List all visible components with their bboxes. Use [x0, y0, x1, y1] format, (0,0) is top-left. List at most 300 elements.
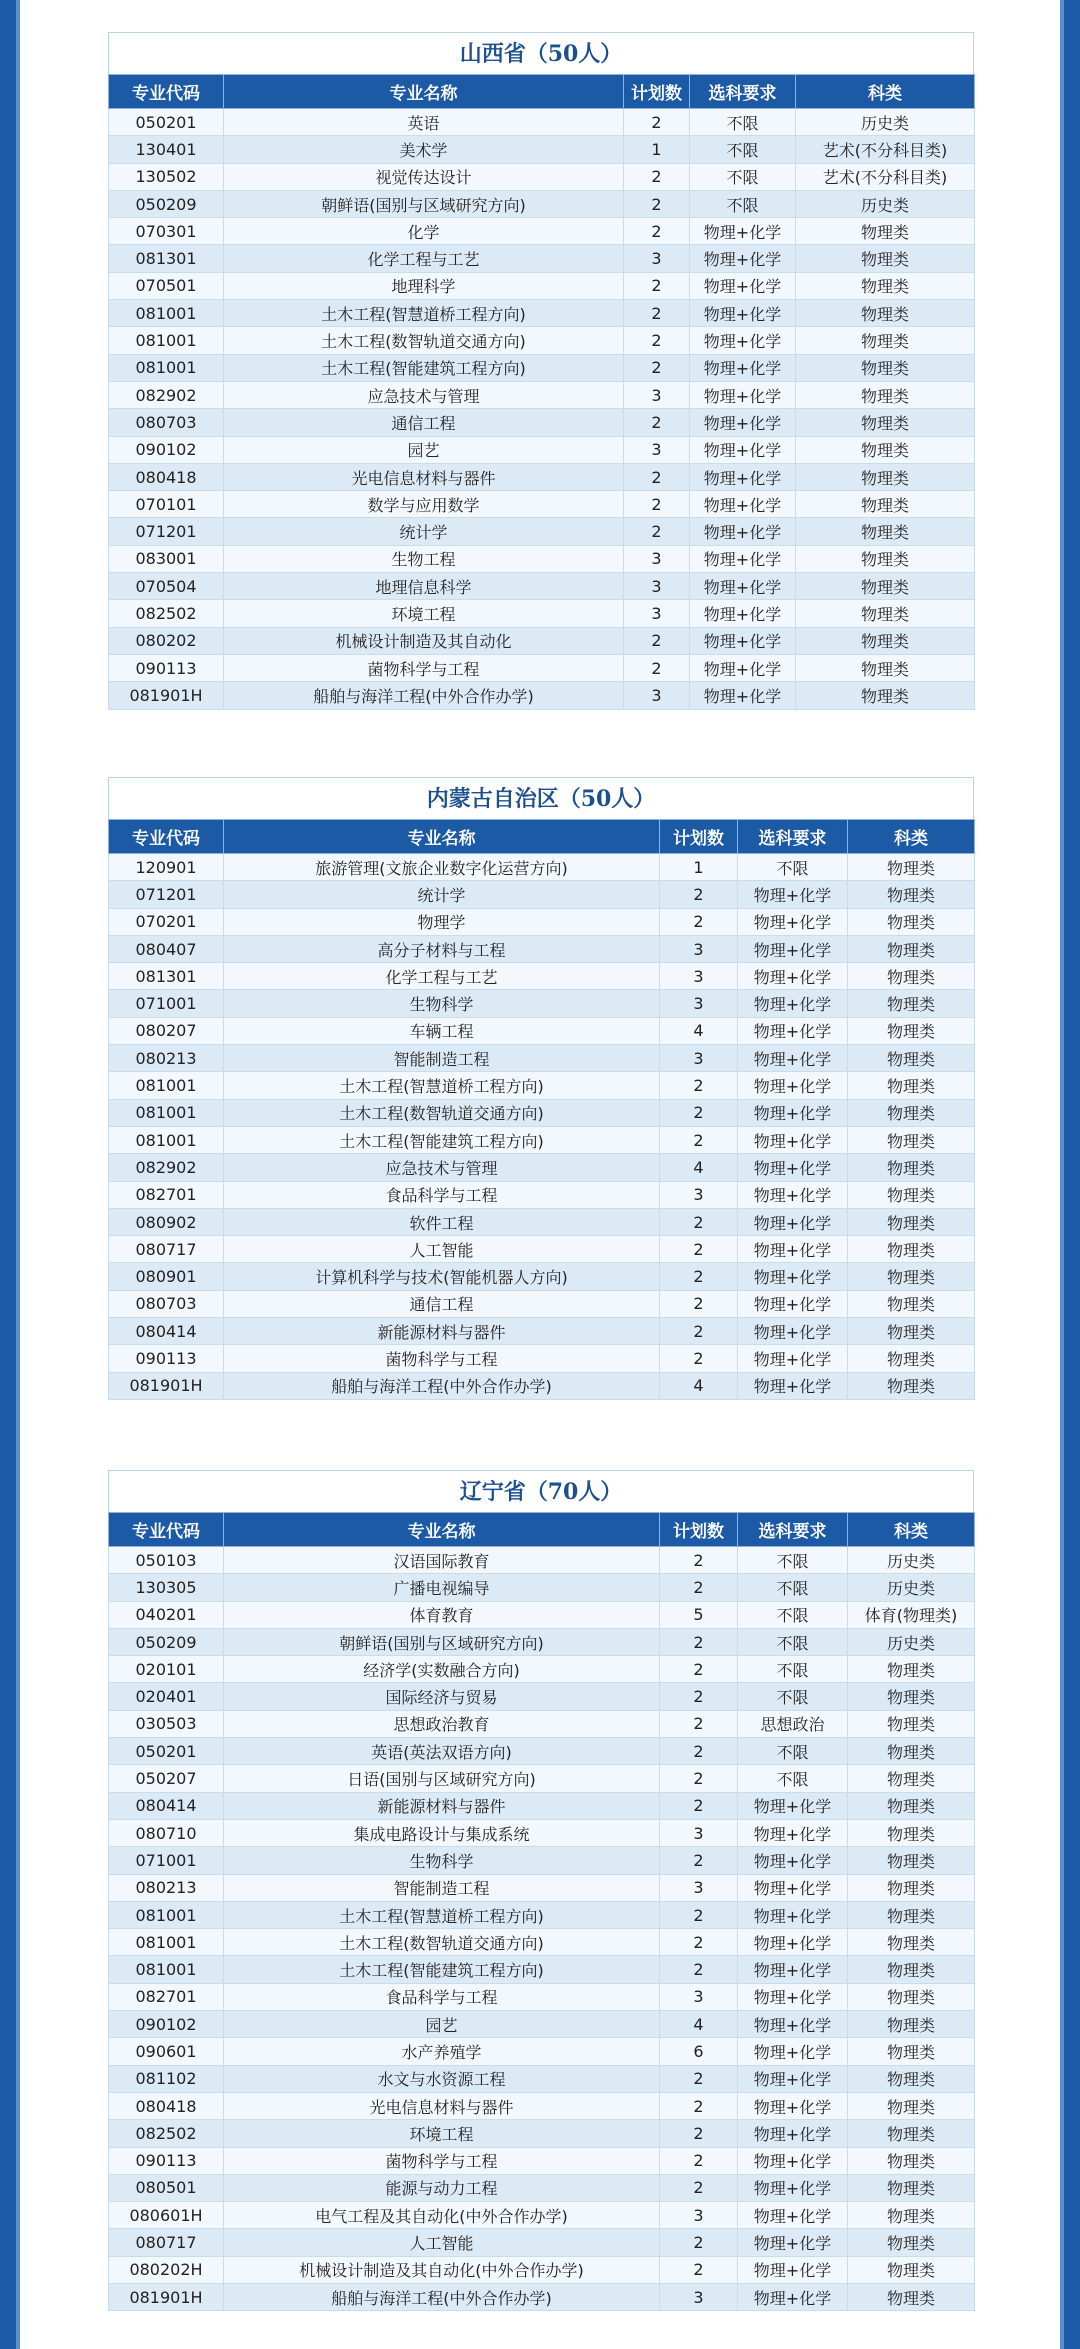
cell-plan: 2	[660, 1792, 738, 1819]
cell-plan: 2	[624, 491, 690, 518]
cell-plan: 2	[624, 654, 690, 681]
table-row	[109, 190, 975, 217]
cell-requirement: 物理+化学	[738, 1372, 848, 1399]
cell-code: 080213	[109, 1874, 224, 1901]
cell-plan: 3	[660, 2284, 738, 2311]
cell-code: 080717	[109, 2229, 224, 2256]
cell-category: 物理类	[848, 2284, 975, 2311]
cell-category: 物理类	[848, 2174, 975, 2201]
cell-code: 081901H	[109, 1372, 224, 1399]
cell-category: 物理类	[848, 2147, 975, 2174]
cell-plan: 4	[660, 1017, 738, 1044]
cell-plan: 2	[660, 1236, 738, 1263]
cell-requirement: 物理+化学	[690, 654, 796, 681]
cell-requirement: 物理+化学	[738, 963, 848, 990]
table-header-row	[109, 75, 975, 109]
cell-code: 081301	[109, 963, 224, 990]
cell-plan: 3	[660, 1874, 738, 1901]
cell-name: 应急技术与管理	[224, 1154, 660, 1181]
cell-plan: 2	[624, 463, 690, 490]
table-row	[109, 1601, 975, 1628]
cell-code: 020401	[109, 1683, 224, 1710]
cell-name: 电气工程及其自动化(中外合作办学)	[224, 2202, 660, 2229]
cell-code: 082701	[109, 1983, 224, 2010]
cell-category: 物理类	[848, 1874, 975, 1901]
cell-requirement: 不限	[738, 1683, 848, 1710]
table-row	[109, 1656, 975, 1683]
cell-name: 生物科学	[224, 990, 660, 1017]
table-row	[109, 272, 975, 299]
cell-code: 050201	[109, 109, 224, 136]
table-row	[109, 1547, 975, 1574]
table-row	[109, 136, 975, 163]
cell-plan: 2	[660, 2120, 738, 2147]
table-row	[109, 1901, 975, 1928]
cell-plan: 6	[660, 2038, 738, 2065]
cell-name: 土木工程(智慧道桥工程方向)	[224, 1901, 660, 1928]
cell-requirement: 物理+化学	[738, 1792, 848, 1819]
cell-code: 081001	[109, 1072, 224, 1099]
cell-plan: 2	[660, 908, 738, 935]
table-row	[109, 908, 975, 935]
cell-requirement: 物理+化学	[738, 908, 848, 935]
cell-code: 080202	[109, 627, 224, 654]
cell-requirement: 物理+化学	[738, 1263, 848, 1290]
cell-requirement: 不限	[738, 1656, 848, 1683]
cell-name: 菌物科学与工程	[224, 1345, 660, 1372]
cell-plan: 2	[624, 518, 690, 545]
cell-requirement: 物理+化学	[738, 1045, 848, 1072]
cell-name: 通信工程	[224, 1290, 660, 1317]
cell-plan: 2	[660, 1656, 738, 1683]
table-row	[109, 1765, 975, 1792]
table-row	[109, 1574, 975, 1601]
cell-code: 081102	[109, 2065, 224, 2092]
cell-requirement: 不限	[738, 1547, 848, 1574]
cell-category: 物理类	[796, 272, 975, 299]
cell-category: 物理类	[848, 1017, 975, 1044]
cell-name: 经济学(实数融合方向)	[224, 1656, 660, 1683]
cell-plan: 1	[624, 136, 690, 163]
cell-name: 化学工程与工艺	[224, 245, 624, 272]
cell-category: 物理类	[848, 1072, 975, 1099]
header-category: 科类	[848, 820, 975, 854]
cell-plan: 2	[660, 1099, 738, 1126]
cell-name: 视觉传达设计	[224, 163, 624, 190]
cell-category: 历史类	[796, 190, 975, 217]
cell-code: 050209	[109, 190, 224, 217]
cell-name: 计算机科学与技术(智能机器人方向)	[224, 1263, 660, 1290]
table-row	[109, 1929, 975, 1956]
cell-requirement: 物理+化学	[690, 491, 796, 518]
cell-plan: 2	[660, 2092, 738, 2119]
cell-requirement: 物理+化学	[690, 218, 796, 245]
cell-plan: 3	[624, 573, 690, 600]
cell-name: 旅游管理(文旅企业数字化运营方向)	[224, 854, 660, 881]
cell-plan: 2	[660, 1345, 738, 1372]
cell-code: 080202H	[109, 2256, 224, 2283]
table-row	[109, 881, 975, 908]
cell-requirement: 物理+化学	[738, 2038, 848, 2065]
cell-requirement: 物理+化学	[738, 1126, 848, 1153]
cell-name: 新能源材料与器件	[224, 1792, 660, 1819]
cell-name: 光电信息材料与器件	[224, 463, 624, 490]
table-row	[109, 1683, 975, 1710]
table-row	[109, 1792, 975, 1819]
cell-name: 体育教育	[224, 1601, 660, 1628]
cell-name: 土木工程(智慧道桥工程方向)	[224, 300, 624, 327]
cell-code: 080601H	[109, 2202, 224, 2229]
cell-name: 船舶与海洋工程(中外合作办学)	[224, 1372, 660, 1399]
cell-name: 能源与动力工程	[224, 2174, 660, 2201]
cell-name: 汉语国际教育	[224, 1547, 660, 1574]
cell-requirement: 不限	[738, 1574, 848, 1601]
cell-code: 081901H	[109, 2284, 224, 2311]
cell-category: 物理类	[848, 1181, 975, 1208]
table-row	[109, 682, 975, 709]
cell-code: 120901	[109, 854, 224, 881]
header-name: 专业名称	[224, 75, 624, 109]
table-row	[109, 381, 975, 408]
cell-category: 物理类	[796, 682, 975, 709]
cell-category: 物理类	[848, 2011, 975, 2038]
cell-requirement: 不限	[738, 854, 848, 881]
cell-name: 水文与水资源工程	[224, 2065, 660, 2092]
table-row	[109, 2256, 975, 2283]
cell-category: 物理类	[848, 1738, 975, 1765]
cell-requirement: 物理+化学	[738, 2092, 848, 2119]
cell-requirement: 物理+化学	[738, 2256, 848, 2283]
cell-requirement: 物理+化学	[738, 1236, 848, 1263]
cell-plan: 2	[660, 1126, 738, 1153]
cell-code: 050201	[109, 1738, 224, 1765]
header-code: 专业代码	[109, 820, 224, 854]
cell-code: 071001	[109, 1847, 224, 1874]
cell-code: 070201	[109, 908, 224, 935]
cell-plan: 3	[624, 600, 690, 627]
cell-plan: 2	[660, 881, 738, 908]
cell-requirement: 物理+化学	[690, 272, 796, 299]
cell-category: 物理类	[848, 2120, 975, 2147]
cell-category: 物理类	[848, 1126, 975, 1153]
table-row	[109, 1017, 975, 1044]
cell-name: 船舶与海洋工程(中外合作办学)	[224, 2284, 660, 2311]
cell-requirement: 物理+化学	[738, 1154, 848, 1181]
cell-plan: 2	[624, 190, 690, 217]
section-title: 内蒙古自治区（50人）	[108, 777, 974, 819]
cell-requirement: 物理+化学	[690, 409, 796, 436]
cell-category: 物理类	[848, 1901, 975, 1928]
cell-category: 物理类	[796, 381, 975, 408]
cell-plan: 2	[660, 1263, 738, 1290]
cell-category: 物理类	[796, 300, 975, 327]
cell-requirement: 物理+化学	[690, 518, 796, 545]
cell-name: 生物科学	[224, 1847, 660, 1874]
cell-plan: 2	[660, 2174, 738, 2201]
cell-name: 食品科学与工程	[224, 1983, 660, 2010]
cell-category: 物理类	[796, 245, 975, 272]
cell-requirement: 物理+化学	[738, 2202, 848, 2229]
cell-code: 080710	[109, 1819, 224, 1846]
cell-requirement: 不限	[738, 1628, 848, 1655]
cell-code: 030503	[109, 1710, 224, 1737]
table-row	[109, 1236, 975, 1263]
cell-plan: 2	[624, 354, 690, 381]
cell-name: 水产养殖学	[224, 2038, 660, 2065]
cell-plan: 2	[660, 1072, 738, 1099]
cell-requirement: 物理+化学	[690, 682, 796, 709]
cell-category: 物理类	[796, 218, 975, 245]
cell-plan: 2	[624, 272, 690, 299]
table-header-row	[109, 1513, 975, 1547]
table-row	[109, 1983, 975, 2010]
cell-requirement: 物理+化学	[690, 545, 796, 572]
table-row	[109, 600, 975, 627]
cell-plan: 2	[660, 1847, 738, 1874]
cell-category: 物理类	[796, 463, 975, 490]
table-row	[109, 1208, 975, 1235]
cell-code: 082502	[109, 2120, 224, 2147]
cell-plan: 3	[660, 1045, 738, 1072]
cell-category: 物理类	[796, 436, 975, 463]
table-row	[109, 245, 975, 272]
cell-code: 090102	[109, 436, 224, 463]
table-row	[109, 2011, 975, 2038]
table-row	[109, 327, 975, 354]
cell-name: 园艺	[224, 436, 624, 463]
cell-code: 080717	[109, 1236, 224, 1263]
table-header-row	[109, 820, 975, 854]
table-row	[109, 573, 975, 600]
cell-requirement: 物理+化学	[738, 1181, 848, 1208]
table-row	[109, 109, 975, 136]
cell-code: 040201	[109, 1601, 224, 1628]
cell-plan: 3	[624, 381, 690, 408]
cell-plan: 3	[624, 682, 690, 709]
cell-name: 环境工程	[224, 2120, 660, 2147]
header-code: 专业代码	[109, 1513, 224, 1547]
section-liaoning	[108, 1470, 974, 2311]
cell-code: 090113	[109, 2147, 224, 2174]
cell-plan: 2	[660, 1574, 738, 1601]
cell-name: 高分子材料与工程	[224, 935, 660, 962]
table-row	[109, 300, 975, 327]
cell-plan: 2	[660, 1929, 738, 1956]
table-row	[109, 1372, 975, 1399]
cell-name: 美术学	[224, 136, 624, 163]
cell-category: 物理类	[848, 1236, 975, 1263]
cell-code: 080414	[109, 1318, 224, 1345]
cell-name: 数学与应用数学	[224, 491, 624, 518]
cell-plan: 2	[660, 2229, 738, 2256]
cell-name: 菌物科学与工程	[224, 2147, 660, 2174]
table-row	[109, 2174, 975, 2201]
cell-code: 080414	[109, 1792, 224, 1819]
cell-code: 070501	[109, 272, 224, 299]
cell-code: 080418	[109, 2092, 224, 2119]
enrollment-table	[108, 1512, 975, 2311]
right-frame-border	[1060, 0, 1080, 2349]
cell-requirement: 物理+化学	[690, 300, 796, 327]
cell-name: 新能源材料与器件	[224, 1318, 660, 1345]
cell-requirement: 物理+化学	[690, 245, 796, 272]
table-row	[109, 545, 975, 572]
cell-plan: 1	[660, 854, 738, 881]
cell-name: 地理科学	[224, 272, 624, 299]
cell-requirement: 物理+化学	[738, 1929, 848, 1956]
cell-category: 物理类	[848, 1819, 975, 1846]
cell-code: 082502	[109, 600, 224, 627]
section-title: 辽宁省（70人）	[108, 1470, 974, 1512]
cell-code: 081001	[109, 1099, 224, 1126]
cell-name: 食品科学与工程	[224, 1181, 660, 1208]
table-row	[109, 1956, 975, 1983]
cell-name: 机械设计制造及其自动化	[224, 627, 624, 654]
cell-plan: 2	[624, 163, 690, 190]
cell-name: 朝鲜语(国别与区域研究方向)	[224, 190, 624, 217]
cell-plan: 3	[624, 545, 690, 572]
cell-code: 082902	[109, 381, 224, 408]
cell-requirement: 物理+化学	[738, 2147, 848, 2174]
cell-category: 物理类	[848, 990, 975, 1017]
cell-category: 历史类	[848, 1574, 975, 1601]
cell-code: 081901H	[109, 682, 224, 709]
cell-category: 物理类	[848, 2092, 975, 2119]
cell-category: 物理类	[796, 654, 975, 681]
cell-name: 土木工程(数智轨道交通方向)	[224, 327, 624, 354]
cell-code: 080213	[109, 1045, 224, 1072]
cell-requirement: 不限	[690, 136, 796, 163]
table-row	[109, 1126, 975, 1153]
cell-name: 思想政治教育	[224, 1710, 660, 1737]
table-row	[109, 1628, 975, 1655]
cell-name: 船舶与海洋工程(中外合作办学)	[224, 682, 624, 709]
cell-category: 艺术(不分科目类)	[796, 136, 975, 163]
cell-category: 物理类	[848, 2256, 975, 2283]
table-row	[109, 354, 975, 381]
cell-name: 朝鲜语(国别与区域研究方向)	[224, 1628, 660, 1655]
cell-category: 物理类	[848, 1208, 975, 1235]
cell-plan: 2	[660, 1683, 738, 1710]
table-row	[109, 2120, 975, 2147]
cell-code: 080703	[109, 1290, 224, 1317]
cell-name: 智能制造工程	[224, 1874, 660, 1901]
cell-category: 物理类	[848, 1345, 975, 1372]
cell-category: 物理类	[848, 2229, 975, 2256]
table-row	[109, 654, 975, 681]
cell-name: 土木工程(智能建筑工程方向)	[224, 1956, 660, 1983]
cell-plan: 3	[660, 935, 738, 962]
cell-requirement: 物理+化学	[738, 935, 848, 962]
cell-name: 土木工程(智慧道桥工程方向)	[224, 1072, 660, 1099]
table-row	[109, 2065, 975, 2092]
table-row	[109, 409, 975, 436]
table-row	[109, 491, 975, 518]
cell-code: 080418	[109, 463, 224, 490]
cell-code: 081001	[109, 1956, 224, 1983]
cell-category: 物理类	[848, 1372, 975, 1399]
cell-plan: 2	[660, 1290, 738, 1317]
table-row	[109, 2092, 975, 2119]
enrollment-table	[108, 74, 975, 710]
cell-code: 083001	[109, 545, 224, 572]
table-row	[109, 1099, 975, 1126]
cell-code: 050207	[109, 1765, 224, 1792]
cell-plan: 2	[660, 2065, 738, 2092]
table-row	[109, 1847, 975, 1874]
cell-requirement: 不限	[738, 1738, 848, 1765]
table-row	[109, 1263, 975, 1290]
cell-code: 070504	[109, 573, 224, 600]
cell-code: 082902	[109, 1154, 224, 1181]
header-requirement: 选科要求	[738, 1513, 848, 1547]
cell-category: 物理类	[848, 1099, 975, 1126]
cell-plan: 2	[624, 627, 690, 654]
cell-category: 物理类	[796, 627, 975, 654]
cell-plan: 2	[660, 1318, 738, 1345]
header-category: 科类	[848, 1513, 975, 1547]
table-row	[109, 2284, 975, 2311]
cell-category: 物理类	[848, 2038, 975, 2065]
cell-category: 体育(物理类)	[848, 1601, 975, 1628]
cell-category: 物理类	[848, 908, 975, 935]
cell-requirement: 不限	[690, 190, 796, 217]
table-row	[109, 436, 975, 463]
header-plan: 计划数	[624, 75, 690, 109]
cell-code: 081001	[109, 1929, 224, 1956]
cell-category: 艺术(不分科目类)	[796, 163, 975, 190]
cell-requirement: 物理+化学	[738, 2120, 848, 2147]
cell-plan: 3	[660, 990, 738, 1017]
table-row	[109, 1045, 975, 1072]
cell-category: 历史类	[848, 1547, 975, 1574]
cell-category: 物理类	[796, 409, 975, 436]
cell-requirement: 物理+化学	[738, 990, 848, 1017]
cell-category: 物理类	[848, 1263, 975, 1290]
header-category: 科类	[796, 75, 975, 109]
cell-name: 土木工程(智能建筑工程方向)	[224, 354, 624, 381]
cell-name: 生物工程	[224, 545, 624, 572]
cell-plan: 4	[660, 2011, 738, 2038]
table-row	[109, 990, 975, 1017]
header-requirement: 选科要求	[690, 75, 796, 109]
cell-requirement: 物理+化学	[738, 1072, 848, 1099]
cell-category: 物理类	[796, 545, 975, 572]
cell-category: 物理类	[848, 1792, 975, 1819]
cell-code: 090113	[109, 654, 224, 681]
cell-name: 车辆工程	[224, 1017, 660, 1044]
cell-plan: 2	[660, 1628, 738, 1655]
cell-code: 071201	[109, 518, 224, 545]
cell-plan: 3	[660, 963, 738, 990]
cell-name: 集成电路设计与集成系统	[224, 1819, 660, 1846]
header-plan: 计划数	[660, 820, 738, 854]
cell-name: 软件工程	[224, 1208, 660, 1235]
header-plan: 计划数	[660, 1513, 738, 1547]
cell-code: 071201	[109, 881, 224, 908]
cell-name: 人工智能	[224, 1236, 660, 1263]
cell-plan: 3	[660, 1983, 738, 2010]
cell-code: 050103	[109, 1547, 224, 1574]
table-row	[109, 2038, 975, 2065]
cell-requirement: 物理+化学	[738, 1956, 848, 1983]
cell-name: 土木工程(数智轨道交通方向)	[224, 1929, 660, 1956]
cell-requirement: 物理+化学	[738, 1290, 848, 1317]
cell-code: 081301	[109, 245, 224, 272]
cell-code: 080901	[109, 1263, 224, 1290]
cell-code: 090113	[109, 1345, 224, 1372]
cell-plan: 2	[624, 300, 690, 327]
